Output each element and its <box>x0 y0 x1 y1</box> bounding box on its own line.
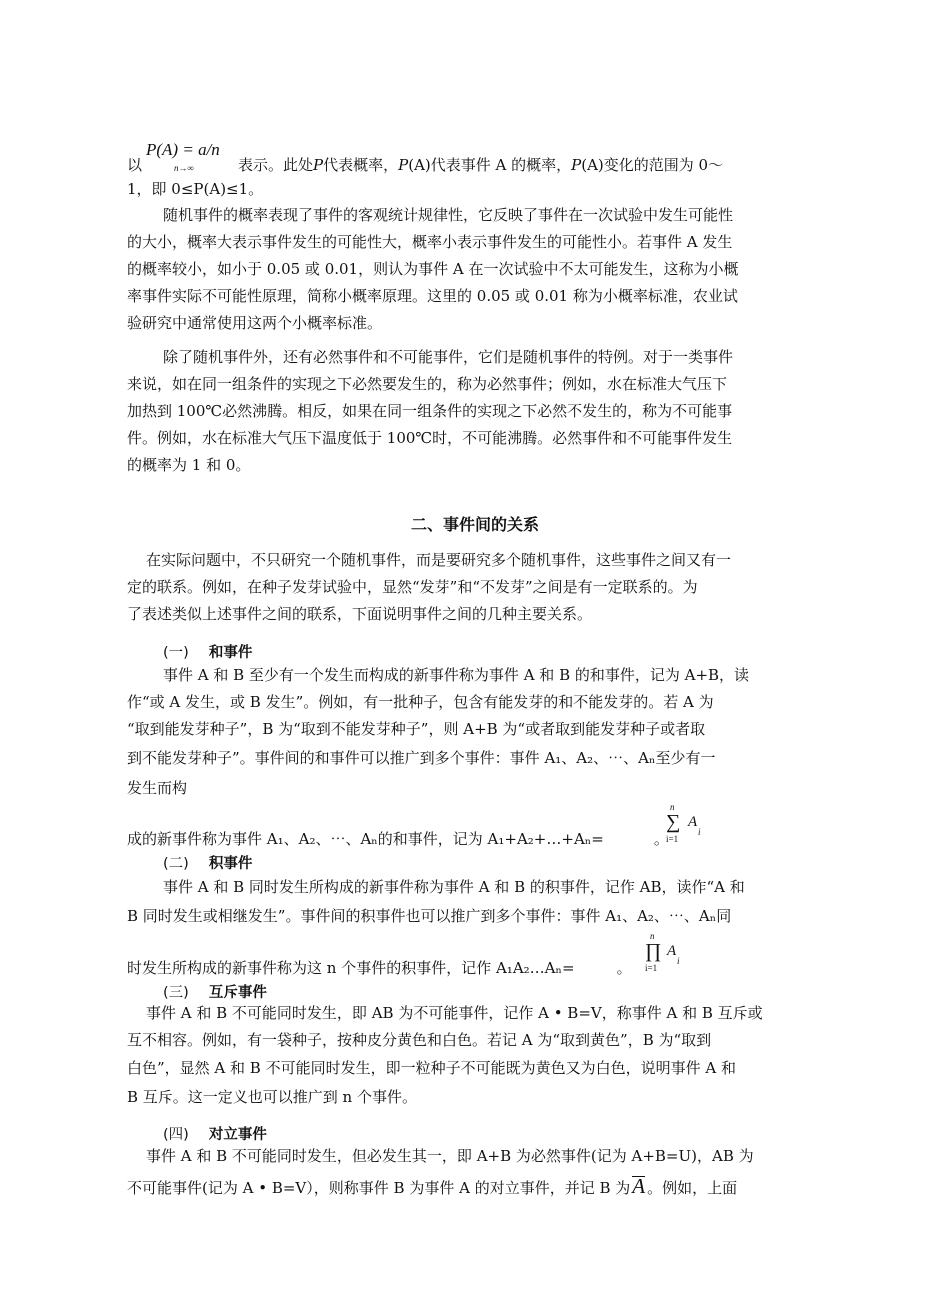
text-line <box>127 1176 853 1198</box>
text-line <box>127 829 853 849</box>
sum-lower-limit: i=1 <box>666 834 679 844</box>
text-segment: 以 <box>127 156 143 174</box>
text-line: 作“或 A 发生，或 B 发生”。例如，有一批种子，包含有能发芽的和不能发芽的。若 A 为 <box>127 693 714 711</box>
subsection-heading <box>163 641 252 662</box>
sum-upper-limit: n <box>670 802 675 812</box>
text-segment: 。 <box>616 959 632 977</box>
section-title: 二、事件间的关系 <box>410 515 539 534</box>
text-segment: (A)代表事件 A 的概率， <box>408 156 572 174</box>
text-line: 的概率为 1 和 0。 <box>127 456 251 474</box>
text-line: 事件 A 和 B 至少有一个发生而构成的新事件称为事件 A 和 B 的和事件，记为 A+B，读 <box>163 666 750 684</box>
text-line: 除了随机事件外，还有必然事件和不可能事件，它们是随机事件的特例。对于一类事件 <box>163 348 734 366</box>
text-segment: 代表概率， <box>323 156 399 174</box>
text-italic: P <box>313 156 324 174</box>
text-segment: 表示。此处 <box>238 156 314 174</box>
subsection-heading <box>163 852 252 873</box>
text-line <box>127 958 853 978</box>
text-segment: (A)变化的范围为 0～ <box>581 156 724 174</box>
text-line: 互不相容。例如，有一袋种子，按种皮分黄色和白色。若记 A 为“取到黄色”，B 为“取到 <box>127 1031 712 1049</box>
subsection-title: 对立事件 <box>208 1127 267 1143</box>
text-line: 率事件实际不可能性原理，简称小概率原理。这里的 0.05 或 0.01 称为小概率标准，农业试 <box>127 287 738 305</box>
text-line: 的概率较小，如小于 0.05 或 0.01，则认为事件 A 在一次试验中不太可能发生，这称为小概 <box>127 260 739 278</box>
product-term: A <box>667 943 677 959</box>
text-segment: 成的新事件称为事件 A₁、A₂、⋯、Aₙ的和事件，记为 A₁+A₂+…+Aₙ= <box>127 830 604 848</box>
text-line: 1，即 0≤P(A)≤1。 <box>127 180 264 198</box>
text-line: 了表述类似上述事件之间的联系，下面说明事件之间的几种主要关系。 <box>127 605 593 623</box>
text-line: B 同时发生或相继发生”。事件间的积事件也可以推广到多个事件：事件 A₁、A₂、⋯、Aₙ同 <box>127 907 732 925</box>
text-segment: 。 <box>653 830 669 848</box>
subsection-title: 和事件 <box>208 645 253 661</box>
text-segment: 不可能事件(记为 A • B=V），则称事件 B 为事件 A 的对立事件，并记 B 为 <box>127 1179 631 1197</box>
text-segment: 。例如，上面 <box>647 1179 738 1197</box>
text-line: 白色”，显然 A 和 B 不可能同时发生，即一粒种子不可能既为黄色又为白色，说明事件 A 和 <box>127 1059 736 1077</box>
text-line: 验研究中通常使用这两个小概率标准。 <box>127 314 383 332</box>
text-line: 到不能发芽种子”。事件间的和事件可以推广到多个事件：事件 A₁、A₂、⋯、Aₙ至少有一 <box>127 749 716 767</box>
text-line: 随机事件的概率表现了事件的客观统计规律性，它反映了事件在一次试验中发生可能性 <box>163 206 734 224</box>
product-symbol: ∏ <box>645 940 662 962</box>
formula-main: P(A) = a/n <box>146 140 220 159</box>
formula-limit-text: n→∞ <box>174 163 194 173</box>
sum-term: A <box>688 814 698 830</box>
text-segment: 时发生所构成的新事件称为这 n 个事件的积事件，记作 A₁A₂…Aₙ= <box>127 959 575 977</box>
product-upper-limit: n <box>650 931 655 941</box>
text-line: 事件 A 和 B 不可能同时发生，但必发生其一，即 A+B 为必然事件(记为 A+B=U)，AB 为 <box>146 1147 754 1165</box>
subsection-number: (二) <box>163 856 189 872</box>
text-line: 定的联系。例如，在种子发芽试验中，显然“发芽”和“不发芽”之间是有一定联系的。为 <box>127 578 698 596</box>
subsection-heading <box>163 981 267 1002</box>
subsection-number: (一) <box>163 645 189 661</box>
sum-formula <box>664 802 704 850</box>
text-line: 加热到 100℃必然沸腾。相反，如果在同一组条件的实现之下必然不发生的，称为不可能事 <box>127 402 733 420</box>
text-line: 来说，如在同一组条件的实现之下必然要发生的，称为必然事件；例如，水在标准大气压下 <box>127 375 728 393</box>
text-line: 的大小，概率大表示事件发生的可能性大，概率小表示事件发生的可能性小。若事件 A 发生 <box>127 233 733 251</box>
text-line: 事件 A 和 B 不可能同时发生，即 AB 为不可能事件，记作 A • B=V，称事件 A 和 B 互斥或 <box>146 1004 763 1022</box>
sum-symbol: ∑ <box>666 811 681 833</box>
a-bar-symbol <box>632 1174 646 1198</box>
text-line: 件。例如，水在标准大气压下温度低于 100℃时，不可能沸腾。必然事件和不可能事件发生 <box>127 429 733 447</box>
text-line <box>127 155 853 175</box>
subsection-number: (三) <box>163 985 189 1001</box>
a-bar-letter: A <box>632 1174 646 1198</box>
product-lower-limit: i=1 <box>645 963 658 973</box>
text-italic: P <box>571 156 582 174</box>
text-line: 发生而构 <box>127 779 188 797</box>
text-line: B 互斥。这一定义也可以推广到 n 个事件。 <box>127 1088 417 1106</box>
product-formula <box>643 931 683 979</box>
text-line: 在实际问题中，不只研究一个随机事件，而是要研究多个随机事件，这些事件之间又有一 <box>146 551 732 569</box>
subsection-title: 互斥事件 <box>208 985 267 1001</box>
subsection-title: 积事件 <box>208 856 253 872</box>
text-line: 事件 A 和 B 同时发生所构成的新事件称为事件 A 和 B 的积事件，记作 AB，读作“A 和 <box>163 878 745 896</box>
text-line: “取到能发芽种子”，B 为“取到不能发芽种子”，则 A+B 为“或者取到能发芽种子或者取 <box>127 720 706 738</box>
sum-index: i <box>698 827 701 837</box>
text-italic: P <box>398 156 409 174</box>
product-index: i <box>677 956 680 966</box>
subsection-number: (四) <box>163 1127 189 1143</box>
subsection-heading <box>163 1123 267 1144</box>
